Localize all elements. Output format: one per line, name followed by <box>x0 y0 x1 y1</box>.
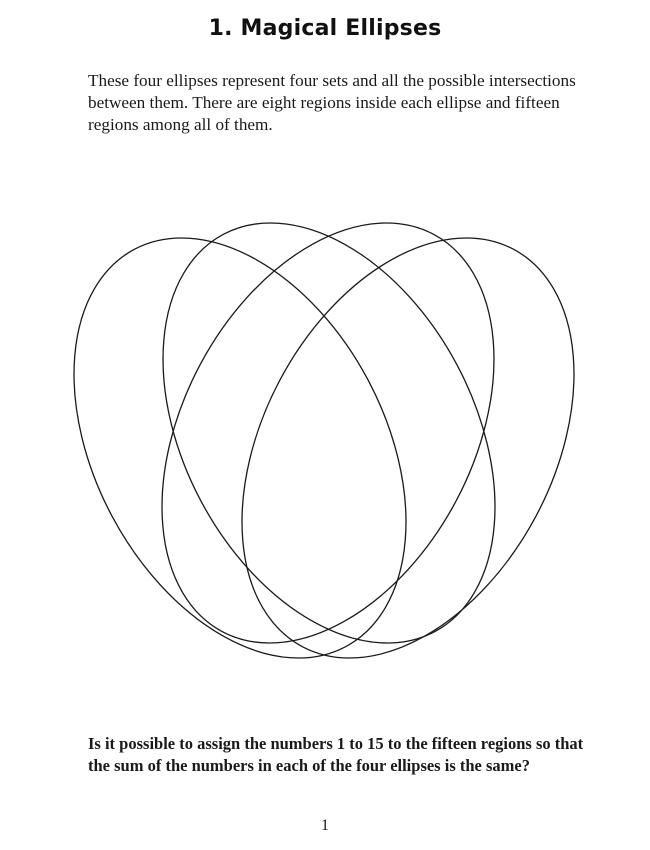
question-text: Is it possible to assign the numbers 1 to 15 to the fifteen regions so that the sum of the numbers in each of the four ellipses is the same? <box>88 734 584 775</box>
ellipse-1 <box>6 181 473 680</box>
intro-paragraph: These four ellipses represent four sets and all the possible intersections between them. There are eight regions inside each ellipse and fifteen regions among all of them. <box>88 71 576 134</box>
venn-diagram <box>0 180 650 680</box>
page-title: 1. Magical Ellipses <box>208 16 442 41</box>
ellipse-2 <box>95 180 562 680</box>
page-number: 1 <box>321 817 329 834</box>
ellipse-3 <box>94 180 561 680</box>
ellipse-4 <box>174 181 641 680</box>
